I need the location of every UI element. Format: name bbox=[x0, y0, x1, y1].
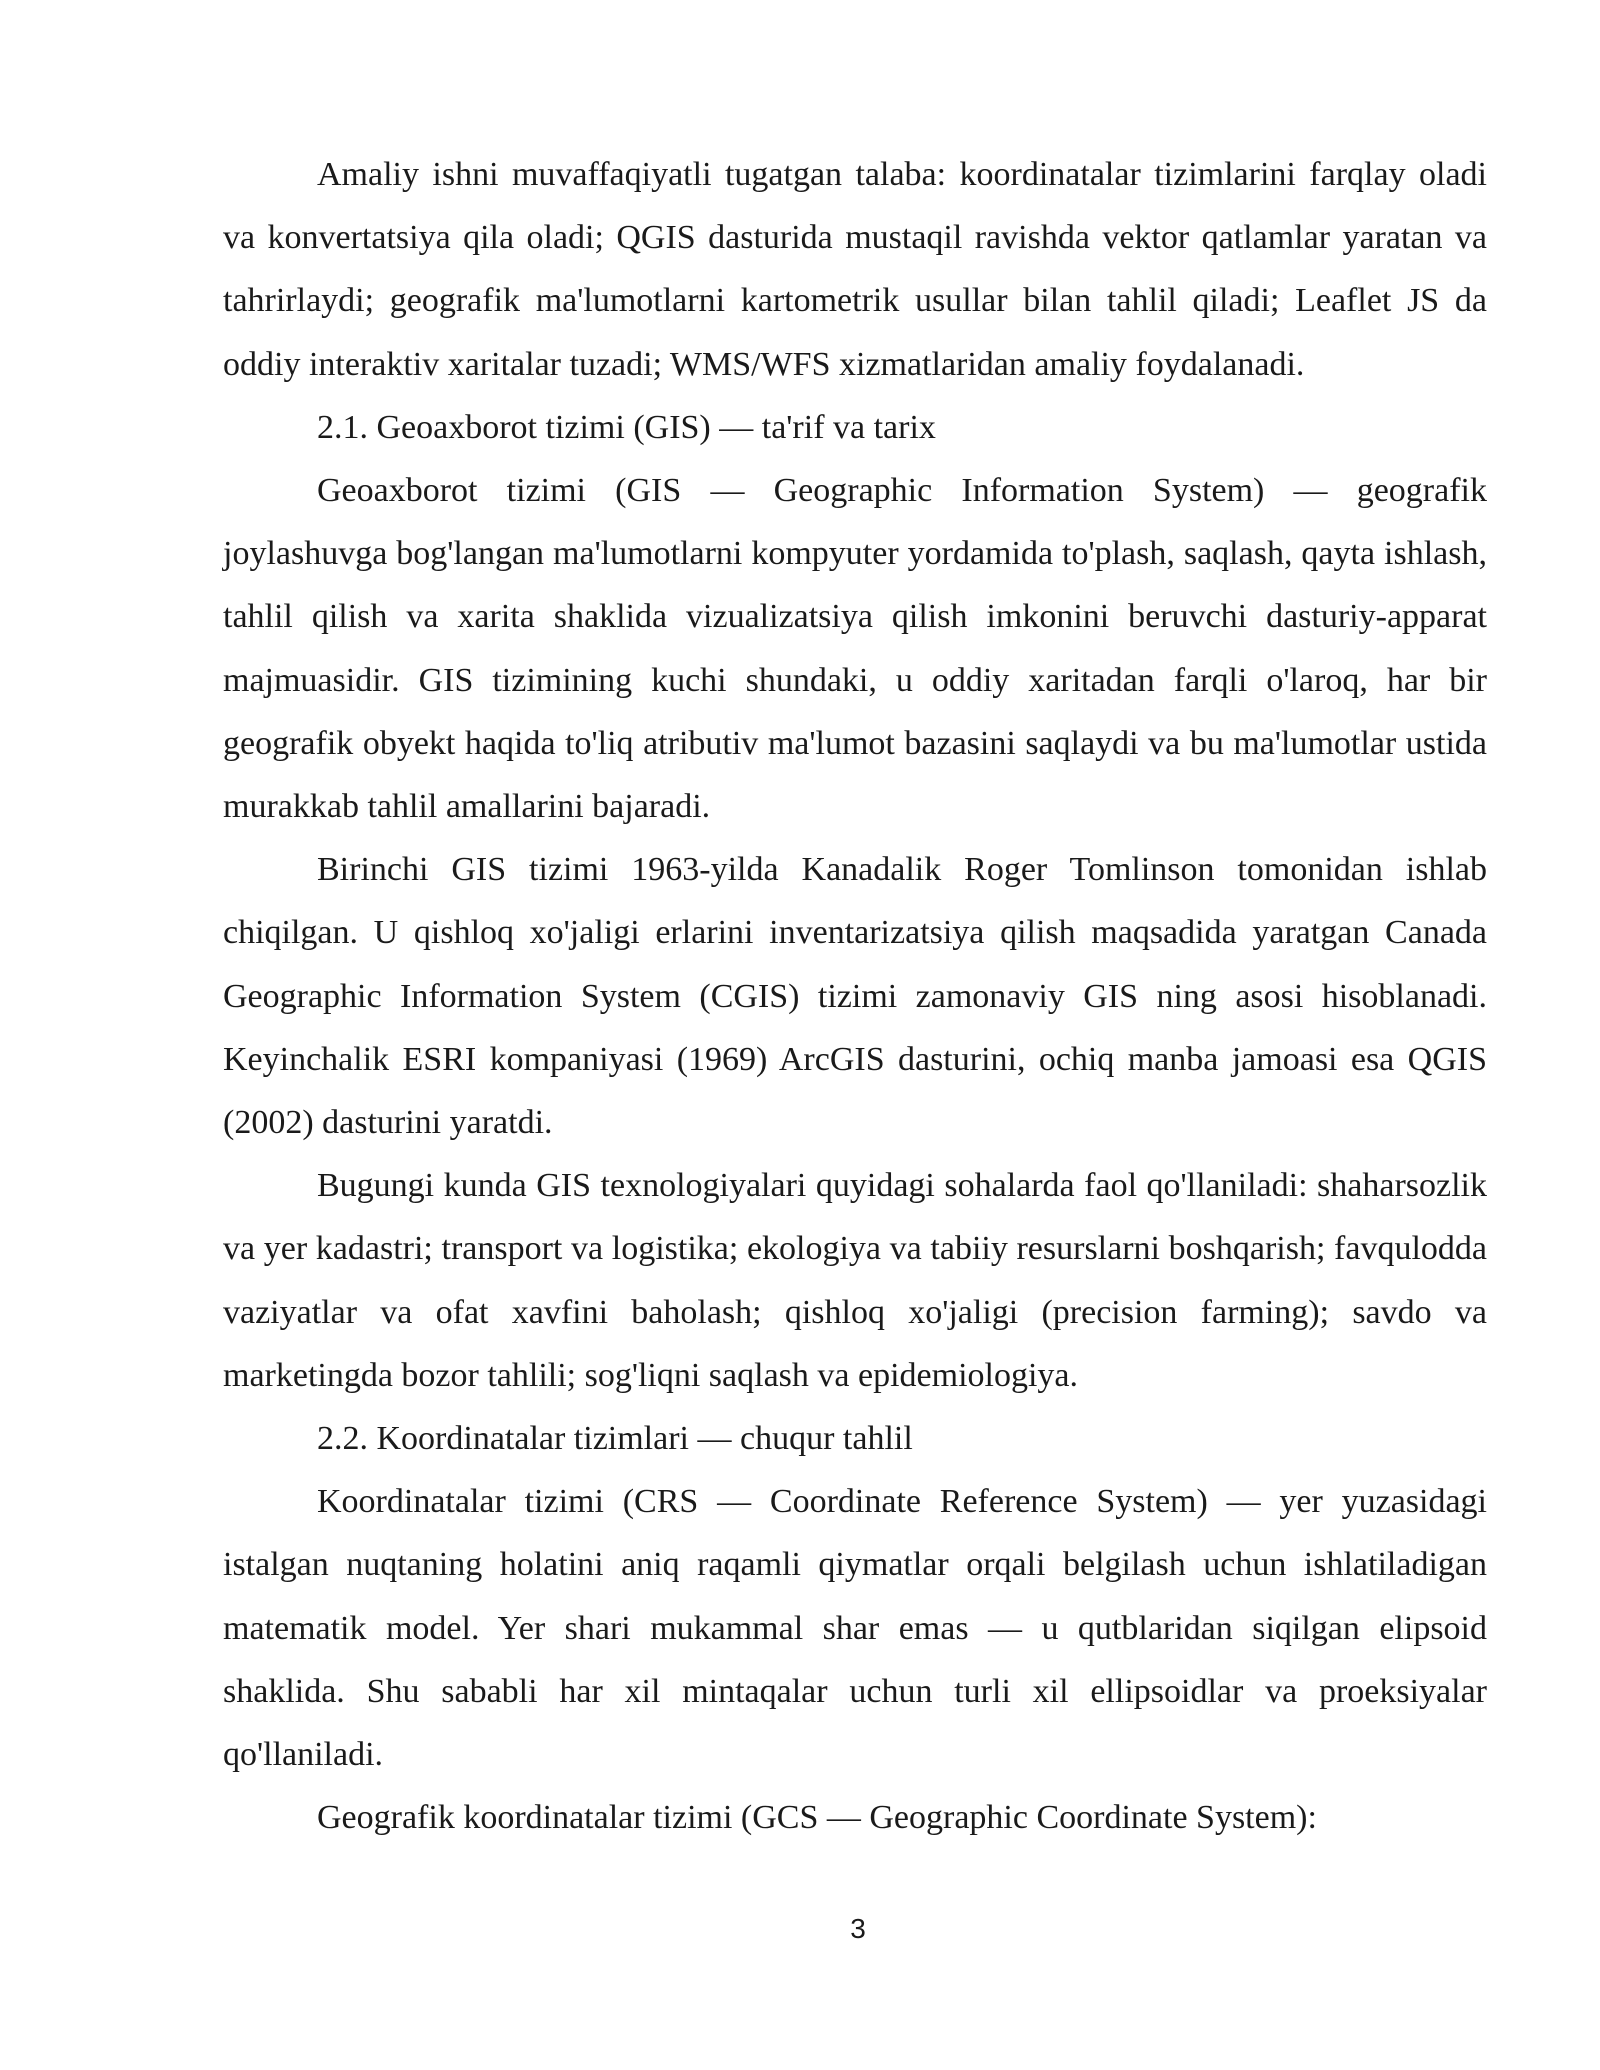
paragraph-learning-outcomes: Amaliy ishni muvaffaqiyatli tugatgan talaba: koordinatalar tizimlarini farqlay oladi va konvertatsiya qila oladi; QGIS dasturida mustaqil ravishda vektor qatlamlar yaratan va tahrirlaydi; geografik ma'lumotlarni kartometrik usullar bilan tahlil qiladi; Leaflet JS da oddiy interaktiv xaritalar tuzadi; WMS/WFS xizmatlaridan amaliy foydalanadi. bbox=[223, 156, 1487, 383]
section-heading-2-2: 2.2. Koordinatalar tizimlari — chuqur tahlil bbox=[317, 1420, 913, 1458]
document-body bbox=[223, 143, 1487, 1849]
section-heading-2-1: 2.1. Geoaxborot tizimi (GIS) — ta'rif va tarix bbox=[317, 408, 936, 446]
paragraph-gis-definition: Geoaxborot tizimi (GIS — Geographic Information System) — geografik joylashuvga bog'langan ma'lumotlarni kompyuter yordamida to'plash, saqlash, qayta ishlash, tahlil qilish va xarita shaklida vizualizatsiya qilish imkonini beruvchi dasturiy-apparat majmuasidir. GIS tizimining kuchi shundaki, u oddiy xaritadan farqli o'laroq, har bir geografik obyekt haqida to'liq atributiv ma'lumot bazasini saqlaydi va bu ma'lumotlar ustida murakkab tahlil amallarini bajaradi. bbox=[223, 472, 1487, 826]
page-number: 3 bbox=[850, 1913, 866, 1944]
paragraph-crs-definition: Koordinatalar tizimi (CRS — Coordinate Reference System) — yer yuzasidagi istalgan nuqtaning holatini aniq raqamli qiymatlar orqali belgilash uchun ishlatiladigan matematik model. Yer shari mukammal shar emas — u qutblaridan siqilgan elipsoid shaklida. Shu sababli har xil mintaqalar uchun turli xil ellipsoidlar va proeksiyalar qo'llaniladi. bbox=[223, 1483, 1487, 1774]
paragraph-gis-applications: Bugungi kunda GIS texnologiyalari quyidagi sohalarda faol qo'llaniladi: shaharsozlik va yer kadastri; transport va logistika; ekologiya va tabiiy resurslarni boshqarish; favqulodda vaziyatlar va ofat xavfini baholash; qishloq xo'jaligi (precision farming); savdo va marketingda bozor tahlili; sog'liqni saqlash va epidemiologiya. bbox=[223, 1167, 1487, 1394]
paragraph-gis-history: Birinchi GIS tizimi 1963-yilda Kanadalik Roger Tomlinson tomonidan ishlab chiqilgan. U qishloq xo'jaligi erlarini inventarizatsiya qilish maqsadida yaratgan Canada Geographic Information System (CGIS) tizimi zamonaviy GIS ning asosi hisoblanadi. Keyinchalik ESRI kompaniyasi (1969) ArcGIS dasturini, ochiq manba jamoasi esa QGIS (2002) dasturini yaratdi. bbox=[223, 851, 1487, 1142]
paragraph-gcs-intro: Geografik koordinatalar tizimi (GCS — Geographic Coordinate System): bbox=[317, 1799, 1317, 1837]
